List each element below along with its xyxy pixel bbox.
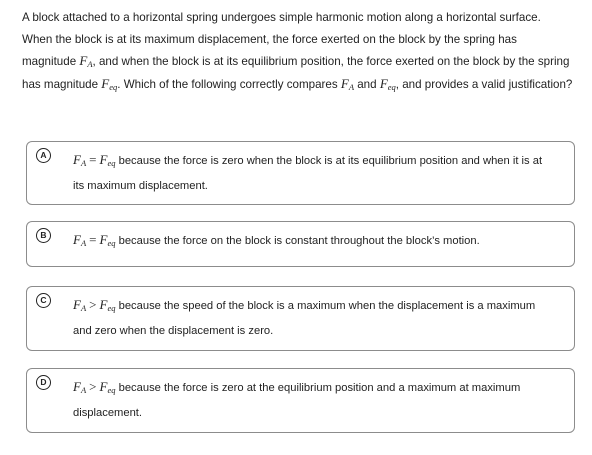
answer-choice-c[interactable] [26, 286, 575, 351]
choice-letter-a: A [36, 148, 51, 163]
choice-text-c: $F_A > F_{eq}$ because the speed of the block is a maximum when the displacement is a maximum and zero when the displacement is zero. [73, 297, 536, 337]
math-f-eq: $F_{eq}$ [101, 75, 118, 92]
choice-text-b: $F_A = F_{eq}$ because the force on the block is constant throughout the block’s motion. [73, 232, 480, 248]
choice-text-a: $F_A = F_{eq}$ because the force is zero when the block is at its equilibrium position and when it is at its maximum displacement. [73, 152, 543, 192]
math-f-a: $F_A$ [79, 53, 93, 69]
choice-letter-c: C [36, 293, 51, 308]
choice-text-d: $F_A > F_{eq}$ because the force is zero at the equilibrium position and a maximum at maximum displacement. [73, 379, 521, 419]
answer-choice-a[interactable] [26, 141, 575, 205]
math-f-eq: $F_{eq}$ [379, 75, 396, 92]
question-text: A block attached to a horizontal spring undergoes simple harmonic motion along a horizontal surface. When the block is at its maximum displacement, the force exerted on the block by the spring has magnitude $F_A$, and when the block is at its equilibrium position, the force exerted on the block by the spring has magnitude $F_{eq}$. Which of the following correctly compares $F_A$ and $F_{eq}$, and provides a valid justification? [22, 11, 573, 92]
math-f-a: $F_A$ [340, 75, 355, 92]
choice-letter-b: B [36, 228, 51, 243]
answer-choice-d[interactable] [26, 368, 575, 433]
answer-choice-b[interactable] [26, 221, 575, 267]
choice-letter-d: D [36, 375, 51, 390]
